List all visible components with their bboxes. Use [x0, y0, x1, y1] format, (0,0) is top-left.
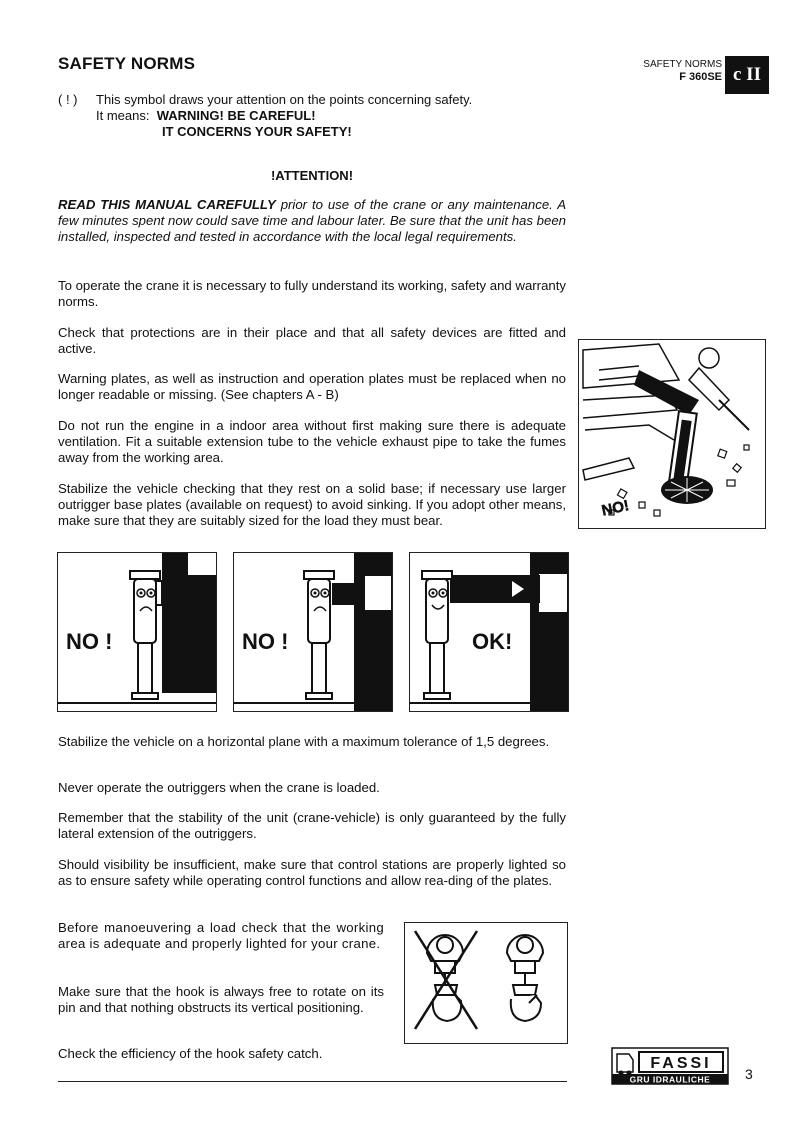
paragraph-plates: Warning plates, as well as instruction and operation plates must be replaced when no longer readable or missing. (See chapters A - B)	[58, 371, 566, 402]
paragraph-protections: Check that protections are in their place and that all safety devices are fitted and active.	[58, 325, 566, 356]
model-label: F 360SE	[679, 71, 722, 83]
panel-3-drawing	[410, 553, 568, 711]
read-manual-bold: READ THIS MANUAL CAREFULLY	[58, 197, 276, 212]
safety-warning: IT CONCERNS YOUR SAFETY!	[162, 124, 352, 139]
sinking-no-label: NO!	[600, 497, 631, 520]
panel-2-drawing	[234, 553, 392, 711]
paragraph-stabilize: Stabilize the vehicle checking that they rest on a solid base; if necessary use larger outrigger base plates (available on request) to avoid sinking. If you adopt other means, make sure that they are suitably sized for the load they must bear.	[58, 481, 566, 528]
panel-1-drawing	[58, 553, 216, 711]
section-label: SAFETY NORMS	[643, 59, 722, 70]
paragraph-engine: Do not run the engine in a indoor area without first making sure there is adequate ventilation. Fit a suitable extension tube to the vehicle exhaust pipe to take the fumes away from the working area.	[58, 418, 566, 465]
sinking-drawing	[579, 340, 765, 528]
panel-no-2	[233, 552, 393, 712]
sinking-illustration	[578, 339, 766, 529]
warning-text: WARNING! BE CAREFUL!	[156, 108, 316, 123]
attention-heading: !ATTENTION!	[270, 168, 354, 183]
symbol-explanation: This symbol draws your attention on the points concerning safety.	[96, 92, 473, 107]
paragraph-hook-catch: Check the efficiency of the hook safety catch.	[58, 1046, 323, 1061]
warning-symbol: ( ! )	[58, 92, 78, 107]
chapter-badge: c II	[725, 56, 769, 94]
panel-2-label: NO !	[242, 629, 289, 654]
paragraph-manoeuvering: Before manoeuvering a load check that the working area is adequate and properly lighted for your crane.	[58, 920, 384, 951]
panel-no-1	[57, 552, 217, 712]
read-manual-rest: prior to use of the crane or any maintenance. A few minutes spent now could save time and labour later. Be sure that the unit has been installed, inspected and tested in accordance with the local legal requirements.	[58, 197, 566, 244]
paragraph-operation: To operate the crane it is necessary to fully understand its working, safety and warranty norms.	[58, 278, 566, 309]
logo-text: FASSI	[650, 1055, 712, 1072]
warning-line	[96, 108, 316, 124]
footer-rule	[58, 1081, 567, 1082]
logo-subtitle: GRU IDRAULICHE	[629, 1074, 711, 1085]
page-number: 3	[745, 1066, 753, 1082]
paragraph-stability: Remember that the stability of the unit (crane-vehicle) is only guaranteed by the fully lateral extension of the outriggers.	[58, 810, 566, 841]
paragraph-hook-rotate: Make sure that the hook is always free to rotate on its pin and that nothing obstructs its vertical positioning.	[58, 984, 384, 1015]
paragraph-outriggers-loaded: Never operate the outriggers when the crane is loaded.	[58, 780, 380, 795]
fassi-logo	[611, 1044, 729, 1086]
panel-3-label: OK!	[472, 629, 513, 654]
header-right	[643, 58, 722, 84]
hook-illustration	[404, 922, 568, 1044]
fassi-logo-svg	[611, 1044, 729, 1086]
paragraph-horizontal: Stabilize the vehicle on a horizontal plane with a maximum tolerance of 1,5 degrees.	[58, 734, 550, 749]
panel-ok	[409, 552, 569, 712]
read-manual-paragraph	[58, 197, 566, 245]
it-means: It means:	[96, 108, 150, 123]
symbol-line	[58, 92, 472, 108]
hook-drawing	[405, 923, 567, 1043]
page-title: SAFETY NORMS	[58, 54, 196, 73]
panel-1-label: NO !	[66, 629, 113, 654]
paragraph-visibility: Should visibility be insufficient, make sure that control stations are properly lighted so as to ensure safety while operating control functions and allow rea-ding of the plates.	[58, 857, 566, 888]
